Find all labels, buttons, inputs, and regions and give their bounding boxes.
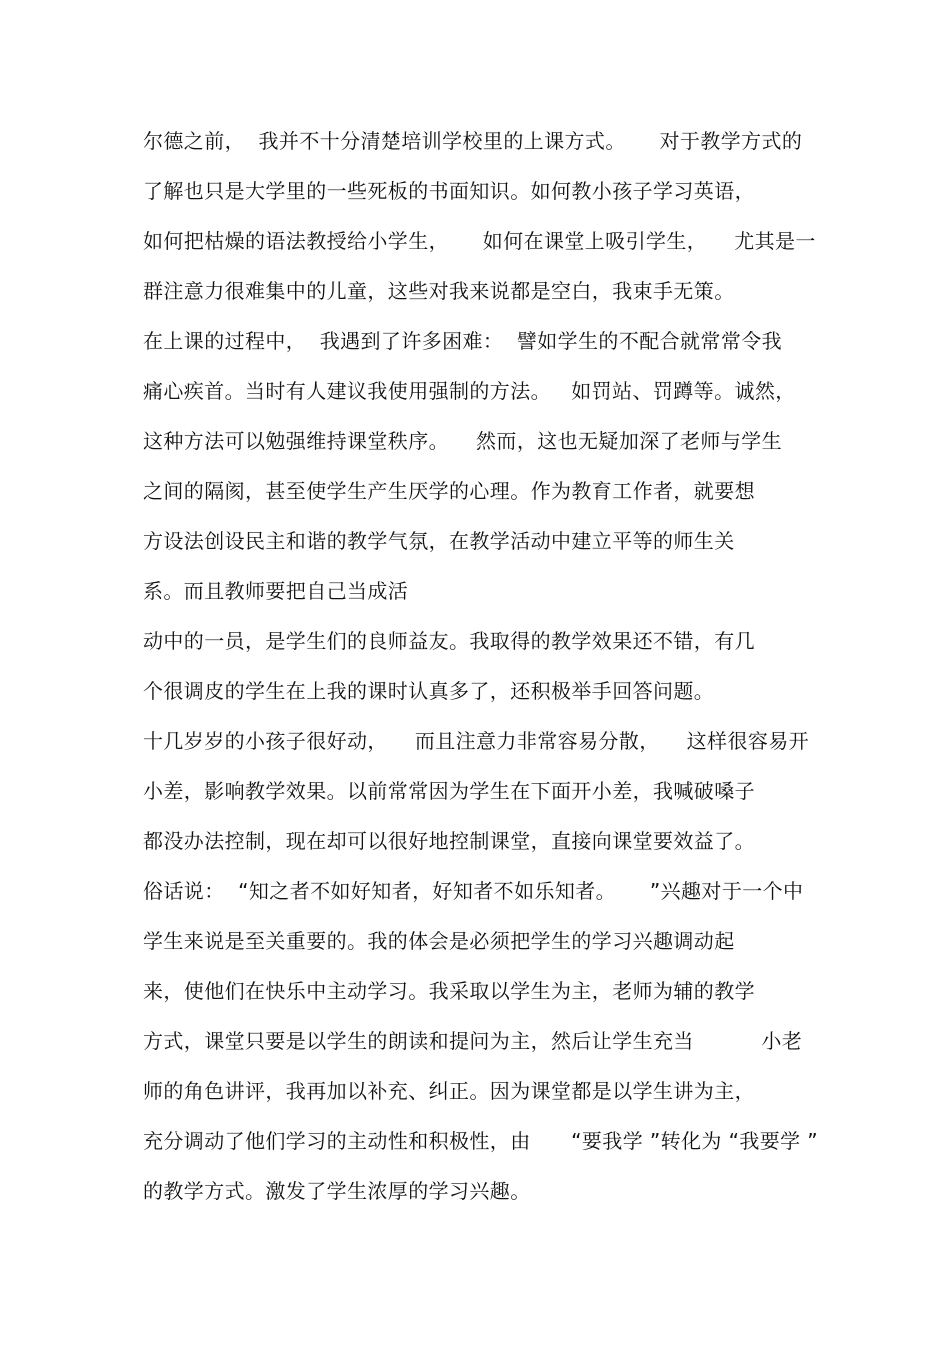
- text-line: 了解也只是大学里的一些死板的书面知识。如何教小孩子学习英语，: [143, 179, 755, 203]
- text-line: 这种方法可以勉强维持课堂秩序。 然而，这也无疑加深了老师与学生: [143, 429, 783, 453]
- text-line: 方设法创设民主和谐的教学气氛，在教学活动中建立平等的师生关: [143, 529, 735, 553]
- text-line: 都没办法控制，现在却可以很好地控制课堂，直接向课堂要效益了。: [143, 829, 755, 853]
- text-line: 痛心疾首。当时有人建议我使用强制的方法。 如罚站、罚蹲等。诚然，: [143, 379, 796, 403]
- text-line: 系。而且教师要把自己当成活: [143, 579, 409, 603]
- text-line: 十几岁岁的小孩子很好动， 而且注意力非常容易分散， 这样很容易开: [143, 729, 810, 753]
- text-line: 小差，影响教学效果。以前常常因为学生在下面开小差，我喊破嗓子: [143, 779, 755, 803]
- text-line: 充分调动了他们学习的主动性和积极性，由 “要我学 ”转化为 “我要学 ”: [143, 1129, 819, 1153]
- text-line: 师的角色讲评，我再加以补充、纠正。因为课堂都是以学生讲为主，: [143, 1079, 755, 1103]
- text-line: 之间的隔阂，甚至使学生产生厌学的心理。作为教育工作者，就要想: [143, 479, 755, 503]
- text-line: 群注意力很难集中的儿童，这些对我来说都是空白，我束手无策。: [143, 279, 735, 303]
- text-line: 个很调皮的学生在上我的课时认真多了，还积极举手回答问题。: [143, 679, 715, 703]
- text-line: 俗话说： “知之者不如好知者，好知者不如乐知者。 ”兴趣对于一个中: [143, 879, 804, 903]
- text-line: 如何把枯燥的语法教授给小学生， 如何在课堂上吸引学生， 尤其是一: [143, 229, 816, 253]
- text-line: 在上课的过程中， 我遇到了许多困难： 譬如学生的不配合就常常令我: [143, 329, 783, 353]
- text-line: 尔德之前， 我并不十分清楚培训学校里的上课方式。 对于教学方式的: [143, 129, 803, 153]
- text-line: 方式，课堂只要是以学生的朗读和提问为主，然后让学生充当 小老: [143, 1029, 803, 1053]
- text-line: 动中的一员，是学生们的良师益友。我取得的教学效果还不错，有几: [143, 629, 755, 653]
- text-line: 学生来说是至关重要的。我的体会是必须把学生的学习兴趣调动起: [143, 929, 735, 953]
- text-line: 的教学方式。激发了学生浓厚的学习兴趣。: [143, 1179, 531, 1203]
- text-line: 来，使他们在快乐中主动学习。我采取以学生为主，老师为辅的教学: [143, 979, 755, 1003]
